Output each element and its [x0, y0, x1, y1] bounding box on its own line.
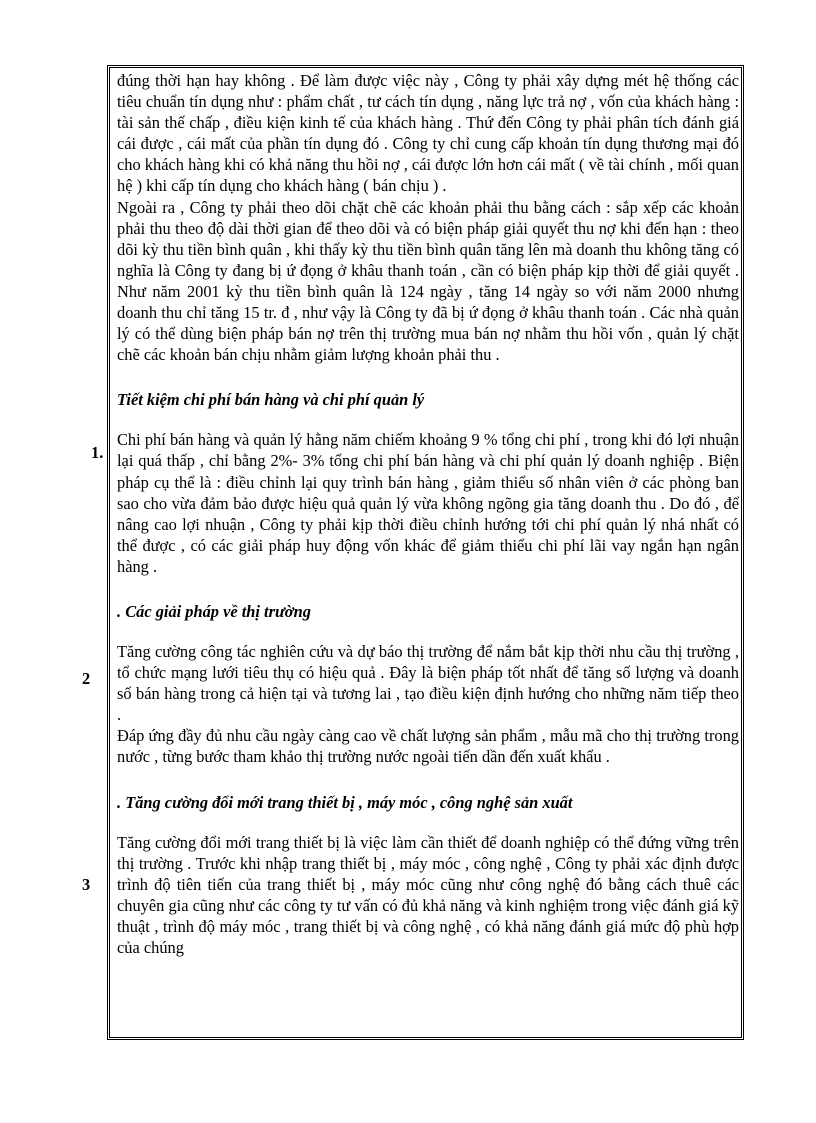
- section-heading: . Tăng cường đổi mới trang thiết bị , máy móc , công nghệ sản xuất: [117, 792, 573, 812]
- paragraph: Đáp ứng đầy đủ nhu cầu ngày càng cao về chất lượng sản phẩm , mẫu mã cho thị trường trong nước , từng bước tham khảo thị trường nước ngoài tiến dần đến xuất khẩu .: [117, 726, 739, 767]
- document-body: [117, 70, 739, 958]
- section-number: 1.: [91, 443, 104, 462]
- section-heading: . Các giải pháp về thị trường: [117, 601, 311, 621]
- section-number: 3: [82, 875, 91, 894]
- paragraph: Tăng cường đổi mới trang thiết bị là việc làm cần thiết để doanh nghiệp có thể đứng vững trên thị trường . Trước khi nhập trang thiết bị , máy móc , công nghệ , Công ty phải xác định được trình độ tiên tiến của trang thiết bị , máy móc cũng như công nghệ đó bằng cách thuê các chuyên gia cũng như các công ty tư vấn có đủ khả năng và kinh nghiệm trong việc đánh giá kỹ thuật , trình độ máy móc , trang thiết bị và công nghệ , có khả năng đánh giá mức độ phù hợp của chúng: [117, 832, 739, 957]
- paragraph: Ngoài ra , Công ty phải theo dõi chặt chẽ các khoản phải thu bằng cách : sắp xếp các khoản phải thu theo độ dài thời gian để theo dõi và có biện pháp giải quyết thu nợ khi đến hạn : theo dõi kỳ thu tiền bình quân , khi thấy kỳ thu tiền bình quân tăng lên mà doanh thu không tăng có nghĩa là Công ty đang bị ứ đọng ở khâu thanh toán , cần có biện pháp kịp thời để giải quyết . Như năm 2001 kỳ thu tiền bình quân là 124 ngày , tăng 14 ngày so với năm 2000 nhưng doanh thu chỉ tăng 15 tr. đ , như vậy là Công ty đã bị ứ đọng ở khâu thanh toán . Các nhà quản lý có thể dùng biện pháp bán nợ trên thị trường mua bán nợ nhằm thu hồi vốn , quản lý chặt chẽ các khoản bán chịu nhằm giảm lượng khoản phải thu .: [117, 197, 739, 365]
- paragraph: Chi phí bán hàng và quản lý hằng năm chiếm khoảng 9 % tổng chi phí , trong khi đó lợi nhuận lại quá thấp , chỉ bằng 2%- 3% tổng chi phí bán hàng và chi phí quản lý doanh nghiệp . Biện pháp cụ thể là : điều chỉnh lại quy trình bán hàng , giảm thiểu số nhân viên ở các phòng ban sao cho vừa đảm bảo được hiệu quả quản lý vừa không ngõng gia tăng doanh thu . Do đó , để nâng cao lợi nhuận , Công ty phải kịp thời điều chỉnh hướng tới chi phí quản lý nhá nhất có thể được , có các giải pháp huy động vốn khác để giảm thiểu chi phí lãi vay ngắn hạn ngân hàng .: [117, 430, 739, 576]
- paragraph: Tăng cường công tác nghiên cứu và dự báo thị trường để nắm bắt kịp thời nhu cầu thị trường , tổ chức mạng lưới tiêu thụ có hiệu quả . Đây là biện pháp tốt nhất để tăng số lượng và doanh số bán hàng trong cả hiện tại và tương lai , tạo điều kiện định hướng cho những năm tiếp theo .: [117, 641, 739, 725]
- section-heading: Tiết kiệm chi phí bán hàng và chi phí quản lý: [117, 390, 425, 410]
- paragraph: đúng thời hạn hay không . Để làm được việc này , Công ty phải xây dựng mét hệ thống các tiêu chuẩn tín dụng như : phẩm chất , tư cách tín dụng , năng lực trả nợ , vốn của khách hàng : tài sản thế chấp , điều kiện kinh tế của khách hàng . Thứ đến Công ty phải phân tích đánh giá cái được , cái mất của phần tín dụng đó . Công ty chỉ cung cấp khoản tín dụng thương mại đó cho khách hàng khi có khả năng thu hồi nợ , cái được lớn hơn cái mất ( về tài chính , mối quan hệ ) khi cấp tín dụng cho khách hàng ( bán chịu ) .: [117, 71, 739, 196]
- section-number: 2: [82, 669, 91, 688]
